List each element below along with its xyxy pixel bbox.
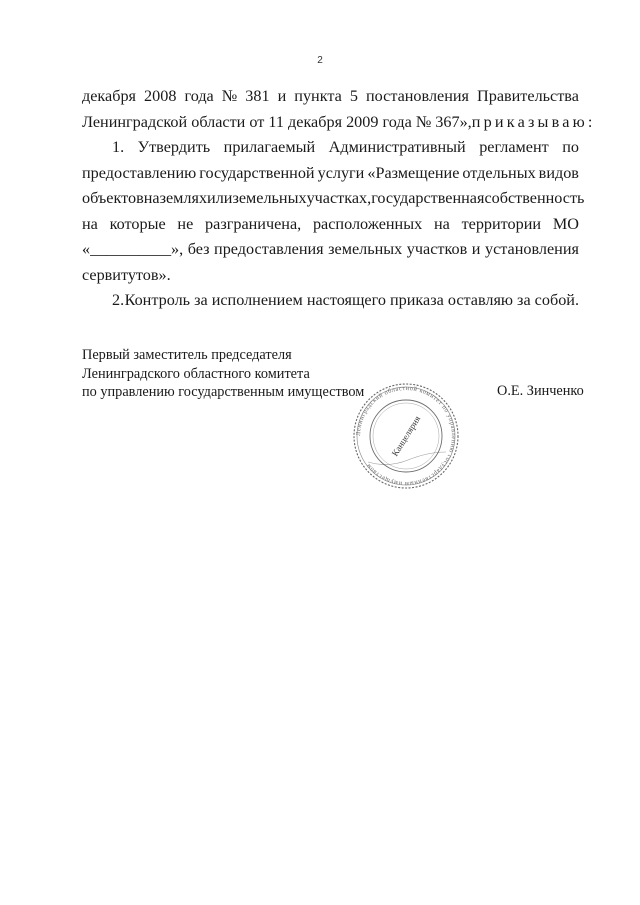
word: участках, [306,189,372,207]
word: государственной [199,163,315,182]
official-stamp [338,382,474,490]
word: по [562,138,579,156]
word: пункта [294,87,342,105]
word: МО [552,214,579,233]
signer-position-line-2: Ленинградского областного комитета [82,365,310,382]
stamp-center-text: Канцелярия [389,414,423,458]
page-number: 2 [317,55,323,66]
item-1-line-5 [82,237,579,263]
word: которые [109,214,166,233]
word: участков [406,240,468,258]
word: регламент [479,138,549,156]
word: Правительства [477,87,579,105]
order-keyword: приказываю: [471,112,596,131]
body-line-2 [82,110,596,136]
item-1-line-4 [82,212,579,238]
signer-position-line-3: по управлению государственным имуществом [82,384,365,400]
word: землях [159,189,208,207]
word: установления [485,240,579,258]
word: государственная [371,189,485,207]
item-2-number: 2. [112,291,125,309]
word: собственность [484,189,585,207]
order-body [82,84,596,314]
item-1-line-3 [82,186,585,212]
word: на [433,214,450,233]
item-2-text: Контроль за исполнением настоящего приказа оставляю за собой. [124,291,579,309]
word: или [207,189,233,207]
stamp-ring-text: Ленинградский областной комитет по управлению государственным имуществом [354,384,458,488]
word: и [471,240,481,258]
item-1-line-6 [82,263,579,289]
word: отдельных [462,163,536,182]
item-1-first-line [82,135,579,161]
word: на [82,214,98,233]
word: не [177,214,194,233]
word: Административный [328,138,466,156]
word: услуги [317,163,365,182]
word: прилагаемый [223,138,316,156]
word: расположенных [312,214,423,233]
word: 5 [349,87,358,105]
word: предоставлению [82,163,197,182]
item-1-number: 1. [112,138,125,156]
word: объектов [82,189,144,207]
word: территории [461,214,542,233]
word: декабря [82,87,137,105]
word: «__________», [82,240,184,258]
body-line-1 [82,84,579,110]
word: предоставления [214,240,324,258]
word: и [277,87,287,105]
word: разграничена, [205,214,302,233]
item-1-line-2 [82,161,579,187]
body-text-fragment: сервитутов». [82,265,171,284]
word: постановления [365,87,469,105]
item-2 [82,288,579,314]
word: «Размещение [367,163,460,182]
signer-position-line-1: Первый заместитель председателя [82,347,292,363]
word: года [184,87,214,105]
word: 381 [245,87,270,105]
word: видов [538,163,579,182]
signer-name: О.Е. Зинченко [497,383,584,399]
word: 2008 [144,87,177,105]
word: Утвердить [137,138,211,156]
word: без [187,240,210,258]
word: земельных [328,240,403,258]
word: № [221,87,238,105]
body-text-fragment: Ленинградской области от 11 декабря 2009 года № 367», [82,112,472,131]
word: земельных [232,189,307,207]
word: на [143,189,160,207]
